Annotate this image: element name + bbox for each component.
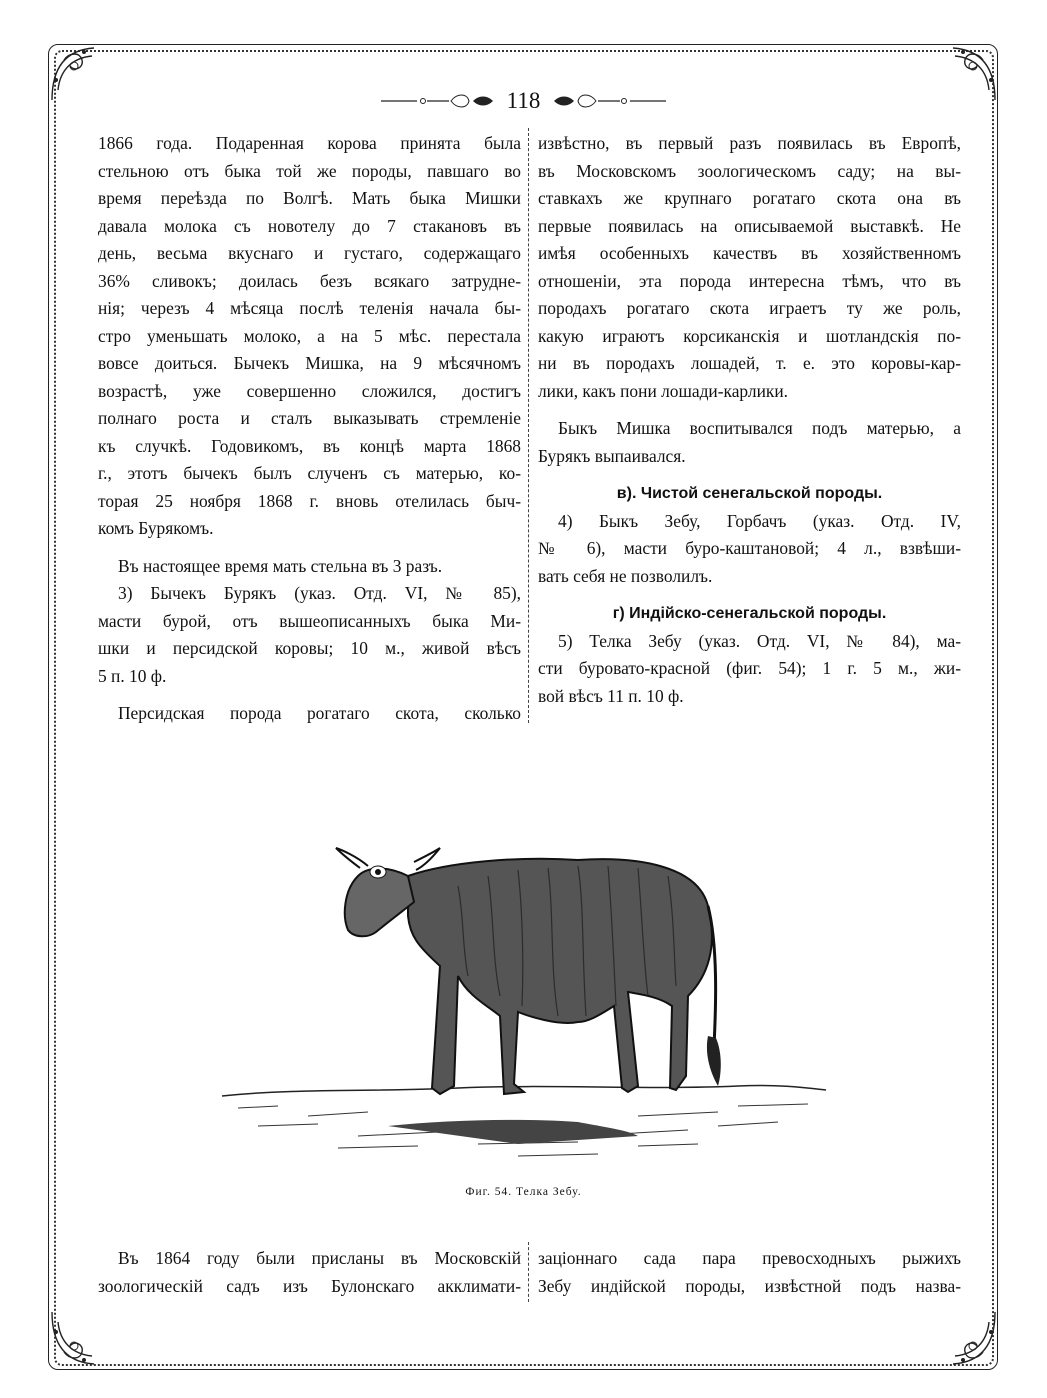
text-line: какую играютъ корсиканскія и шотландскія по- [538, 325, 961, 346]
header-left-ornament-icon [377, 91, 497, 111]
page-header [0, 86, 1047, 116]
text-line: возрастѣ, уже совершенно сложился, достигъ [98, 380, 521, 401]
text-line: лики, какъ пони лошади-карлики. [538, 380, 788, 401]
text-line: заціоннаго сада пара превосходныхъ рыжихъ [538, 1248, 961, 1268]
section-heading: г) Индійско-сенегальской породы. [612, 605, 887, 622]
section-heading: в). Чистой сенегальской породы. [616, 485, 883, 502]
paragraph [98, 580, 521, 690]
text-line: Быкъ Мишка воспитывался подъ матерью, а [558, 418, 961, 438]
text-line: стро уменьшать молоко, а на 5 мѣс. перестала [98, 325, 521, 346]
paragraph [538, 508, 961, 591]
column-divider [528, 1242, 529, 1302]
paragraph [538, 628, 961, 711]
text-line: зоологическій садъ изъ Булонскаго акклимати- [98, 1276, 521, 1296]
header-right-ornament-icon [550, 91, 670, 111]
text-line: имѣя особенныхъ качествъ въ хозяйственномъ [538, 243, 961, 263]
text-line: вой вѣсъ 11 п. 10 ф. [538, 685, 684, 706]
zebu-heifer-icon [218, 826, 830, 1176]
paragraph [538, 130, 961, 405]
bottom-left-text [98, 1244, 521, 1300]
text-line: 3) Бычекъ Бурякъ (указ. Отд. VI, № 85), [118, 583, 521, 603]
page-number: 118 [506, 88, 541, 113]
text-line: давала молока съ новотелу до 7 стакановъ въ [98, 215, 521, 236]
text-line: торая 25 ноября 1868 г. вновь отелилась быч- [98, 490, 521, 511]
text-line: день, весьма вкуснаго и густаго, содержащаго [98, 243, 521, 263]
text-line: полнаго роста и сталъ выказывать стремленіе [98, 408, 521, 428]
corner-ornament-icon [933, 1302, 1003, 1372]
text-line: № 6), масти буро-каштановой; 4 л., взвѣши- [538, 538, 961, 558]
text-line: Персидская порода рогатаго скота, сколько [118, 703, 521, 723]
corner-ornament-icon [44, 1302, 114, 1372]
text-line: 1866 года. Подаренная корова принята была [98, 133, 521, 153]
text-line: 5 п. 10 ф. [98, 665, 167, 686]
text-line: ни въ породахъ лошадей, т. е. это коровы-кар- [538, 353, 961, 373]
column-divider [528, 128, 529, 723]
text-line: 5) Телка Зебу (указ. Отд. VI, № 84), ма- [558, 630, 961, 651]
text-line: ставкахъ же крупнаго рогатаго скота она въ [538, 188, 961, 208]
text-line: шки и персидской коровы; 10 м., живой вѣсъ [98, 638, 521, 658]
text-line: Зебу индійской породы, извѣстной подъ назва- [538, 1276, 961, 1296]
figure-caption: Фиг. 54. Телка Зебу. [465, 1186, 582, 1198]
right-text-column [538, 130, 961, 710]
paragraph [538, 415, 961, 470]
text-line: первые появилась на описываемой выставкѣ. Не [538, 215, 961, 236]
paragraph [98, 130, 521, 543]
text-line: г., этотъ бычекъ былъ слученъ съ матерью, ко- [98, 463, 521, 483]
text-line: извѣстно, въ первый разъ появилась въ Европѣ, [538, 133, 961, 153]
text-line: время переѣзда по Волгѣ. Мать быка Мишки [98, 188, 521, 208]
bottom-right-text [538, 1244, 961, 1300]
text-line: сти буровато-красной (фиг. 54); 1 г. 5 м., жи- [538, 658, 961, 678]
text-line: масти бурой, отъ вышеописанныхъ быка Ми- [98, 610, 521, 631]
paragraph [98, 700, 521, 728]
text-line: Бурякъ выпаивался. [538, 445, 686, 466]
text-line: комъ Бурякомъ. [98, 518, 214, 538]
text-line: 4) Быкъ Зебу, Горбачъ (указ. Отд. IV, [558, 510, 961, 531]
text-line: вать себя не позволилъ. [538, 565, 713, 586]
zebu-illustration [218, 826, 830, 1176]
text-line: нія; черезъ 4 мѣсяца послѣ теленія начала бы- [98, 298, 521, 318]
text-line: вовсе доиться. Бычекъ Мишка, на 9 мѣсячномъ [98, 353, 521, 373]
text-line: 36% сливокъ; доилась безъ всякаго затрудне- [98, 270, 521, 291]
text-line: Въ настоящее время мать стельна въ 3 разъ. [118, 555, 443, 576]
left-text-column [98, 130, 521, 728]
text-line: въ Московскомъ зоологическомъ саду; на вы- [538, 160, 961, 181]
text-line: къ случкѣ. Годовикомъ, въ концѣ марта 1868 [98, 435, 521, 456]
paragraph [98, 553, 521, 581]
text-line: Въ 1864 году были присланы въ Московскій [118, 1248, 521, 1268]
text-line: стельною отъ быка той же породы, павшаго во [98, 160, 521, 181]
text-line: породахъ рогатаго скота играетъ ту же роль, [538, 298, 961, 318]
text-line: отношеніи, эта порода интересна тѣмъ, что въ [538, 270, 961, 291]
